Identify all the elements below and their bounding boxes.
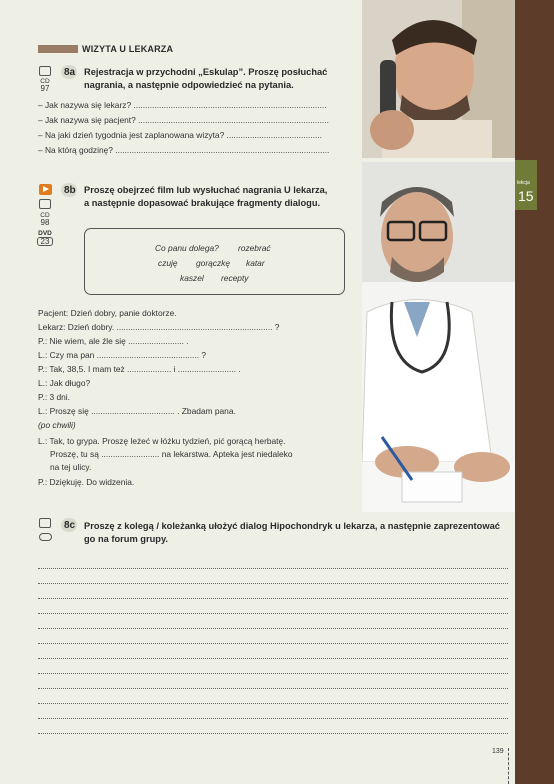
dvd-label: DVD [38,230,52,237]
page-divider [508,748,509,784]
headphones-icon [39,66,51,76]
side-strip [515,0,554,784]
ex8c-instruction-line1: Proszę z kolegą / koleżanką ułożyć dialog Hipochondryk u lekarza, a następnie zaprezentować [84,521,500,531]
photo-doctor [362,162,515,512]
writing-line [38,568,508,569]
section-title: WIZYTA U LEKARZA [82,44,174,54]
dialogue-line: L.: Tak, to grypa. Proszę leżeć w łóżku tydzień, pić gorącą herbatę. [38,436,286,446]
dvd-track: 23 [37,237,53,246]
exercise-number-8b: 8b [64,185,76,196]
writing-line [38,628,508,629]
dialogue-line: P.: 3 dni. [38,392,70,402]
word-bank-item: katar [246,258,265,268]
writing-line [38,658,508,659]
writing-line [38,643,508,644]
photo-sick-man [362,0,515,158]
ex8a-question: – Jak nazywa się pacjent? .................................................................................. [38,115,329,125]
cd-track: 98 [40,218,50,227]
exercise-number-8c: 8c [64,520,76,531]
writing-line [38,688,508,689]
ex8a-instruction-line2: nagrania, a następnie odpowiedzieć na pytania. [84,80,294,90]
speech-mouth-icon [39,533,52,541]
writing-line [38,718,508,719]
ex8c-instruction-line2: go na forum grupy. [84,534,169,544]
dialogue-line: P.: Dziękuję. Do widzenia. [38,477,135,487]
writing-line [38,703,508,704]
lesson-tab-number: 15 [518,188,534,204]
cd-track: 97 [40,84,50,93]
dialogue-line: Lekarz: Dzień dobry. ................................................................... ? [38,322,280,332]
writing-hand-icon [39,518,51,528]
ex8b-instruction-line1: Proszę obejrzeć film lub wysłuchać nagrania U lekarza, [84,185,328,195]
cd-label: CD [40,78,50,85]
writing-line [38,598,508,599]
dialogue-line: P.: Nie wiem, ale źle się ........................ . [38,336,189,346]
word-bank-item: czuję [158,258,178,268]
word-bank-item: Co panu dolega? [155,243,219,253]
dialogue-line: L.: Czy ma pan ............................................ ? [38,350,207,360]
ex8a-instruction-line1: Rejestracja w przychodni „Eskulap”. Proszę posłuchać [84,67,328,77]
dialogue-line: na tej ulicy. [50,462,92,472]
cd-label: CD [40,212,50,219]
dialogue-line: Pacjent: Dzień dobry, panie doktorze. [38,308,177,318]
page-number: 139 [492,748,504,755]
dialogue-stage-direction: (po chwili) [38,420,76,430]
ex8a-question: – Jak nazywa się lekarz? ................................................................................... [38,100,327,110]
dialogue-line: L.: Jak długo? [38,378,91,388]
ex8b-instruction-line2: a następnie dopasować brakujące fragmenty dialogu. [84,198,321,208]
word-bank-item: kaszel [180,273,204,283]
ex8a-question: – Na jaki dzień tygodnia jest zaplanowana wizyta? ......................................... [38,130,322,140]
dialogue-line: Proszę, tu są ......................... na lekarstwa. Apteka jest niedaleko [50,449,293,459]
word-bank-item: rozebrać [238,243,271,253]
video-play-icon [39,184,52,195]
writing-line [38,733,508,734]
exercise-number-8a: 8a [64,67,76,78]
screen-icon [39,199,51,209]
cd-icon [38,212,52,226]
lesson-tab-label: lekcja [517,180,530,186]
ex8a-question: – Na którą godzinę? ............................................................................................ [38,145,330,155]
word-bank-item: gorączkę [196,258,230,268]
writing-line [38,673,508,674]
dvd-icon [37,230,53,246]
dialogue-line: L.: Proszę się .................................... . Zbadam pana. [38,406,236,416]
writing-line [38,583,508,584]
section-bar [38,45,78,53]
writing-line [38,613,508,614]
cd-icon [38,78,52,92]
dialogue-line: P.: Tak, 38,5. I mam też ................... i ......................... . [38,364,241,374]
word-bank-item: recepty [221,273,249,283]
